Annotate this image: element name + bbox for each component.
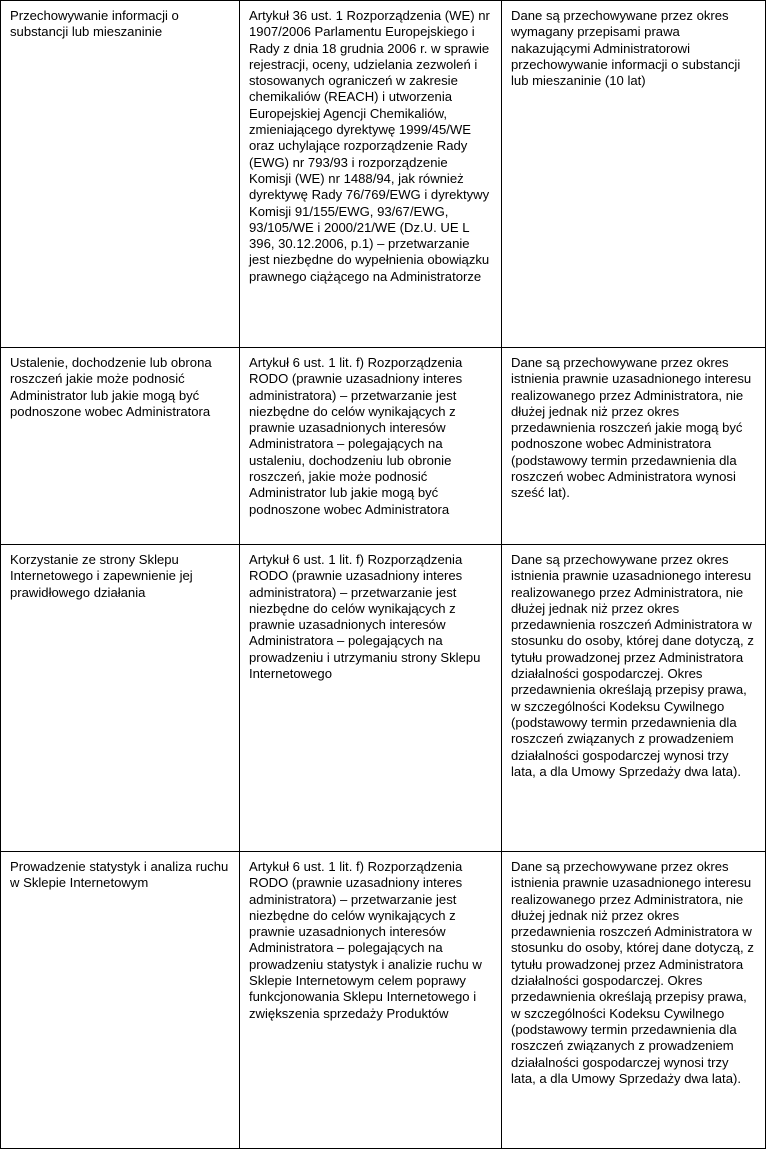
legal-basis-cell: Artykuł 6 ust. 1 lit. f) Rozporządzenia RODO (prawnie uzasadniony interes administratora) – przetwarzanie jest niezbędne do celów wynikających z prawnie uzasadnionych interesów Administratora – polegających na prowadzeniu i utrzymaniu strony Sklepu Internetowego xyxy=(240,545,502,852)
table-row xyxy=(1,348,766,545)
retention-cell: Dane są przechowywane przez okres wymagany przepisami prawa nakazującymi Administratorowi przechowywanie informacji o substancji lub mieszaninie (10 lat) xyxy=(502,1,766,348)
table-row xyxy=(1,545,766,852)
purpose-cell: Przechowywanie informacji o substancji lub mieszaninie xyxy=(1,1,240,348)
table-body xyxy=(1,1,766,1149)
table-row xyxy=(1,1,766,348)
legal-basis-cell: Artykuł 6 ust. 1 lit. f) Rozporządzenia RODO (prawnie uzasadniony interes administratora) – przetwarzanie jest niezbędne do celów wynikających z prawnie uzasadnionych interesów Administratora – polegających na prowadzeniu statystyk i analizie ruchu w Sklepie Internetowym celem poprawy funkcjonowania Sklepu Internetowego i zwiększenia sprzedaży Produktów xyxy=(240,852,502,1149)
retention-cell: Dane są przechowywane przez okres istnienia prawnie uzasadnionego interesu realizowanego przez Administratora, nie dłużej jednak niż przez okres przedawnienia roszczeń Administratora w stosunku do osoby, której dane dotyczą, z tytułu prowadzonej przez Administratora działalności gospodarczej. Okres przedawnienia określają przepisy prawa, w szczególności Kodeksu Cywilnego (podstawowy termin przedawnienia dla roszczeń związanych z prowadzeniem działalności gospodarczej wynosi trzy lata, a dla Umowy Sprzedaży dwa lata). xyxy=(502,545,766,852)
purpose-cell: Korzystanie ze strony Sklepu Internetowego i zapewnienie jej prawidłowego działania xyxy=(1,545,240,852)
retention-cell: Dane są przechowywane przez okres istnienia prawnie uzasadnionego interesu realizowanego przez Administratora, nie dłużej jednak niż przez okres przedawnienia roszczeń Administratora w stosunku do osoby, której dane dotyczą, z tytułu prowadzonej przez Administratora działalności gospodarczej. Okres przedawnienia określają przepisy prawa, w szczególności Kodeksu Cywilnego (podstawowy termin przedawnienia dla roszczeń związanych z prowadzeniem działalności gospodarczej wynosi trzy lata, a dla Umowy Sprzedaży dwa lata). xyxy=(502,852,766,1149)
legal-basis-cell: Artykuł 6 ust. 1 lit. f) Rozporządzenia RODO (prawnie uzasadniony interes administratora) – przetwarzanie jest niezbędne do celów wynikających z prawnie uzasadnionych interesów Administratora – polegających na ustaleniu, dochodzeniu lub obronie roszczeń, jakie może podnosić Administrator lub jakie mogą być podnoszone wobec Administratora xyxy=(240,348,502,545)
purpose-cell: Prowadzenie statystyk i analiza ruchu w Sklepie Internetowym xyxy=(1,852,240,1149)
purpose-cell: Ustalenie, dochodzenie lub obrona roszczeń jakie może podnosić Administrator lub jakie mogą być podnoszone wobec Administratora xyxy=(1,348,240,545)
retention-cell: Dane są przechowywane przez okres istnienia prawnie uzasadnionego interesu realizowanego przez Administratora, nie dłużej jednak niż przez okres przedawnienia roszczeń jakie mogą być podnoszone wobec Administratora (podstawowy termin przedawnienia dla roszczeń wobec Administratora wynosi sześć lat). xyxy=(502,348,766,545)
table-row xyxy=(1,852,766,1149)
legal-basis-cell: Artykuł 36 ust. 1 Rozporządzenia (WE) nr 1907/2006 Parlamentu Europejskiego i Rady z dnia 18 grudnia 2006 r. w sprawie rejestracji, oceny, udzielania zezwoleń i stosowanych ograniczeń w zakresie chemikaliów (REACH) i utworzenia Europejskiej Agencji Chemikaliów, zmieniającego dyrektywę 1999/45/WE oraz uchylające rozporządzenie Rady (EWG) nr 793/93 i rozporządzenie Komisji (WE) nr 1488/94, jak również dyrektywę Rady 76/769/EWG i dyrektywy Komisji 91/155/EWG, 93/67/EWG, 93/105/WE i 2000/21/WE (Dz.U. UE L 396, 30.12.2006, p.1) – przetwarzanie jest niezbędne do wypełnienia obowiązku prawnego ciążącego na Administratorze xyxy=(240,1,502,348)
